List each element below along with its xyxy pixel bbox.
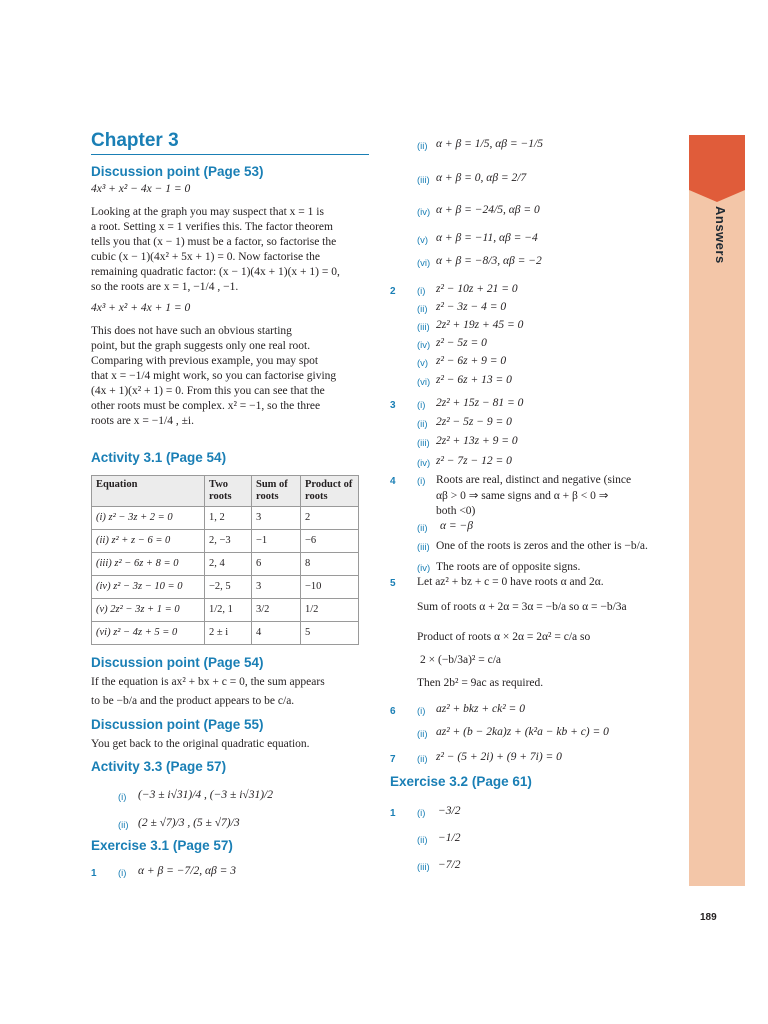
q2-i-label: (i) (417, 286, 426, 297)
cell-product: −6 (301, 530, 359, 553)
para2-line-5: (4x + 1)(x² + 1) = 0. From this you can see that the (91, 385, 325, 397)
exercise-3-2-q1-number: 1 (390, 808, 396, 819)
cell-equation: (ii) z² + z − 6 = 0 (92, 530, 205, 553)
col-equation: Equation (92, 476, 205, 507)
q1-v-label: (v) (417, 235, 429, 246)
heading-discussion-55: Discussion point (Page 55) (91, 717, 264, 732)
cell-product: 5 (301, 622, 359, 645)
cell-roots: 2, 4 (205, 553, 252, 576)
q1-iv-answer: α + β = −24/5, αβ = 0 (436, 204, 540, 216)
q4-i-label: (i) (417, 476, 426, 487)
q6-i-label: (i) (417, 706, 426, 717)
q2-iv-answer: z² − 5z = 0 (436, 337, 487, 349)
discussion-53-para-1 (91, 205, 369, 295)
q2-v-label: (v) (417, 358, 429, 369)
table-row (92, 622, 359, 645)
cell-sum: 3 (252, 576, 301, 599)
q3-ii-answer: 2z² − 5z − 9 = 0 (436, 416, 512, 428)
para1-line-1: Looking at the graph you may suspect that x = 1 is (91, 206, 324, 218)
q4-iv-answer: The roots are of opposite signs. (436, 561, 581, 573)
q4-i-line-1: Roots are real, distinct and negative (since (436, 474, 632, 486)
q5-line-1: Let az² + bz + c = 0 have roots α and 2α. (417, 576, 604, 588)
answers-side-tab (689, 135, 745, 190)
q5-line-5: Then 2b² = 9ac as required. (417, 677, 544, 689)
cell-roots: 1/2, 1 (205, 599, 252, 622)
side-label: Answers (713, 206, 728, 264)
chapter-title: Chapter 3 (91, 130, 179, 151)
q4-iii-answer: One of the roots is zeros and the other is −b/a. (436, 540, 648, 552)
cell-equation: (vi) z² − 4z + 5 = 0 (92, 622, 205, 645)
table-header-row (92, 476, 359, 507)
cell-product: 1/2 (301, 599, 359, 622)
para2-line-7: roots are x = −1/4 , ±i. (91, 415, 194, 427)
q6-i-answer: az² + bkz + ck² = 0 (436, 703, 525, 715)
cell-roots: −2, 5 (205, 576, 252, 599)
q3-iii-label: (iii) (417, 438, 430, 449)
exercise-3-1-q1-i-label: (i) (118, 868, 127, 879)
q2-vi-answer: z² − 6z + 13 = 0 (436, 374, 512, 386)
q6-number: 6 (390, 706, 396, 717)
exercise-3-2-q1-iii-answer: −7/2 (438, 859, 461, 871)
heading-activity-3-1: Activity 3.1 (Page 54) (91, 450, 227, 465)
discussion-55-line-1: You get back to the original quadratic equation. (91, 738, 310, 750)
table-row (92, 530, 359, 553)
q2-i-answer: z² − 10z + 21 = 0 (436, 283, 518, 295)
cell-equation: (i) z² − 3z + 2 = 0 (92, 507, 205, 530)
para2-line-3: Comparing with previous example, you may spot (91, 355, 319, 367)
exercise-3-2-q1-iii-label: (iii) (417, 862, 430, 873)
discussion-54-line-2: to be −b/a and the product appears to be c/a. (91, 695, 295, 707)
cell-equation: (iii) z² − 6z + 8 = 0 (92, 553, 205, 576)
activity-3-1-table (91, 475, 359, 645)
q1-v-answer: α + β = −11, αβ = −4 (436, 232, 538, 244)
para1-line-6: so the roots are x = 1, −1/4 , −1. (91, 281, 239, 293)
para1-line-2: a root. Setting x = 1 verifies this. The factor theorem (91, 221, 333, 233)
exercise-3-2-q1-ii-answer: −1/2 (438, 832, 461, 844)
q2-v-answer: z² − 6z + 9 = 0 (436, 355, 507, 367)
q4-ii-answer: α = −β (440, 520, 474, 532)
heading-exercise-3-1: Exercise 3.1 (Page 57) (91, 838, 233, 853)
heading-activity-3-3: Activity 3.3 (Page 57) (91, 759, 227, 774)
q2-iii-answer: 2z² + 19z + 45 = 0 (436, 319, 524, 331)
q2-number: 2 (390, 286, 396, 297)
q1-ii-label: (ii) (417, 141, 428, 152)
cell-roots: 1, 2 (205, 507, 252, 530)
exercise-3-1-q1-i-answer: α + β = −7/2, αβ = 3 (138, 865, 237, 877)
q1-iii-answer: α + β = 0, αβ = 2/7 (436, 172, 527, 184)
q1-ii-answer: α + β = 1/5, αβ = −1/5 (436, 138, 543, 150)
cell-roots: 2, −3 (205, 530, 252, 553)
q5-number: 5 (390, 578, 396, 589)
col-sum-of-roots: Sum of roots (252, 476, 301, 507)
table-row (92, 576, 359, 599)
q7-ii-label: (ii) (417, 754, 428, 765)
q4-iii-label: (iii) (417, 542, 430, 553)
cell-product: 8 (301, 553, 359, 576)
q3-iv-label: (iv) (417, 458, 431, 469)
q1-iii-label: (iii) (417, 175, 430, 186)
activity-3-3-i-answer: (−3 ± i√31)/4 , (−3 ± i√31)/2 (138, 789, 273, 801)
equation-cubic-1: 4x³ + x² − 4x − 1 = 0 (91, 183, 191, 195)
discussion-53-para-2 (91, 324, 369, 429)
q3-ii-label: (ii) (417, 419, 428, 430)
exercise-3-2-q1-i-label: (i) (417, 808, 426, 819)
q5-line-3: Product of roots α × 2α = 2α² = c/a so (417, 631, 591, 643)
col-product-of-roots: Product of roots (301, 476, 359, 507)
activity-3-3-ii-label: (ii) (118, 820, 129, 831)
exercise-3-2-q1-i-answer: −3/2 (438, 805, 461, 817)
para1-line-3: tells you that (x − 1) must be a factor, so factorise the (91, 236, 337, 248)
para2-line-1: This does not have such an obvious starting (91, 325, 292, 337)
cell-sum: 3/2 (252, 599, 301, 622)
q6-ii-label: (ii) (417, 729, 428, 740)
heading-discussion-53: Discussion point (Page 53) (91, 164, 264, 179)
activity-3-3-ii-answer: (2 ± √7)/3 , (5 ± √7)/3 (138, 817, 240, 829)
q7-number: 7 (390, 754, 396, 765)
table-row (92, 507, 359, 530)
q2-ii-answer: z² − 3z − 4 = 0 (436, 301, 507, 313)
heading-exercise-3-2: Exercise 3.2 (Page 61) (390, 774, 532, 789)
col-two-roots: Two roots (205, 476, 252, 507)
cell-sum: −1 (252, 530, 301, 553)
heading-discussion-54: Discussion point (Page 54) (91, 655, 264, 670)
side-tab-arrow-icon (689, 190, 745, 202)
q1-vi-answer: α + β = −8/3, αβ = −2 (436, 255, 542, 267)
q5-line-4: 2 × (−b/3a)² = c/a (420, 654, 502, 666)
para1-line-4: cubic (x − 1)(4x² + 5x + 1) = 0. Now factorise the (91, 251, 320, 263)
q3-number: 3 (390, 400, 396, 411)
q3-iii-answer: 2z² + 13z + 9 = 0 (436, 435, 518, 447)
exercise-3-1-q1-number: 1 (91, 868, 97, 879)
cell-product: 2 (301, 507, 359, 530)
q4-i-line-3: both <0) (436, 505, 476, 517)
q2-ii-label: (ii) (417, 304, 428, 315)
q5-line-2: Sum of roots α + 2α = 3α = −b/a so α = −b/3a (417, 601, 627, 613)
para1-line-5: remaining quadratic factor: (x − 1)(4x + 1)(x + 1) = 0, (91, 266, 340, 278)
para2-line-2: point, but the graph suggests only one real root. (91, 340, 311, 352)
activity-3-3-i-label: (i) (118, 792, 127, 803)
q4-number: 4 (390, 476, 396, 487)
cell-equation: (iv) z² − 3z − 10 = 0 (92, 576, 205, 599)
q4-i-line-2: αβ > 0 ⇒ same signs and α + β < 0 ⇒ (436, 490, 609, 502)
cell-product: −10 (301, 576, 359, 599)
cell-roots: 2 ± i (205, 622, 252, 645)
q2-iv-label: (iv) (417, 340, 431, 351)
equation-cubic-2: 4x³ + x² + 4x + 1 = 0 (91, 302, 191, 314)
q2-vi-label: (vi) (417, 377, 431, 388)
q4-iv-label: (iv) (417, 563, 431, 574)
q1-iv-label: (iv) (417, 207, 431, 218)
exercise-3-2-q1-ii-label: (ii) (417, 835, 428, 846)
q4-ii-label: (ii) (417, 523, 428, 534)
q3-i-label: (i) (417, 400, 426, 411)
q6-ii-answer: az² + (b − 2ka)z + (k²a − kb + c) = 0 (436, 726, 609, 738)
q3-iv-answer: z² − 7z − 12 = 0 (436, 455, 512, 467)
cell-sum: 6 (252, 553, 301, 576)
discussion-54-line-1: If the equation is ax² + bx + c = 0, the sum appears (91, 676, 325, 688)
chapter-rule (91, 154, 369, 155)
cell-equation: (v) 2z² − 3z + 1 = 0 (92, 599, 205, 622)
table-row (92, 553, 359, 576)
para2-line-4: that x = −1/4 might work, so you can factorise giving (91, 370, 337, 382)
q3-i-answer: 2z² + 15z − 81 = 0 (436, 397, 524, 409)
q1-vi-label: (vi) (417, 258, 431, 269)
cell-sum: 3 (252, 507, 301, 530)
page-number: 189 (700, 912, 717, 923)
para2-line-6: other roots must be complex. x² = −1, so the three (91, 400, 321, 412)
q7-ii-answer: z² − (5 + 2i) + (9 + 7i) = 0 (436, 751, 562, 763)
table-row (92, 599, 359, 622)
cell-sum: 4 (252, 622, 301, 645)
q2-iii-label: (iii) (417, 322, 430, 333)
